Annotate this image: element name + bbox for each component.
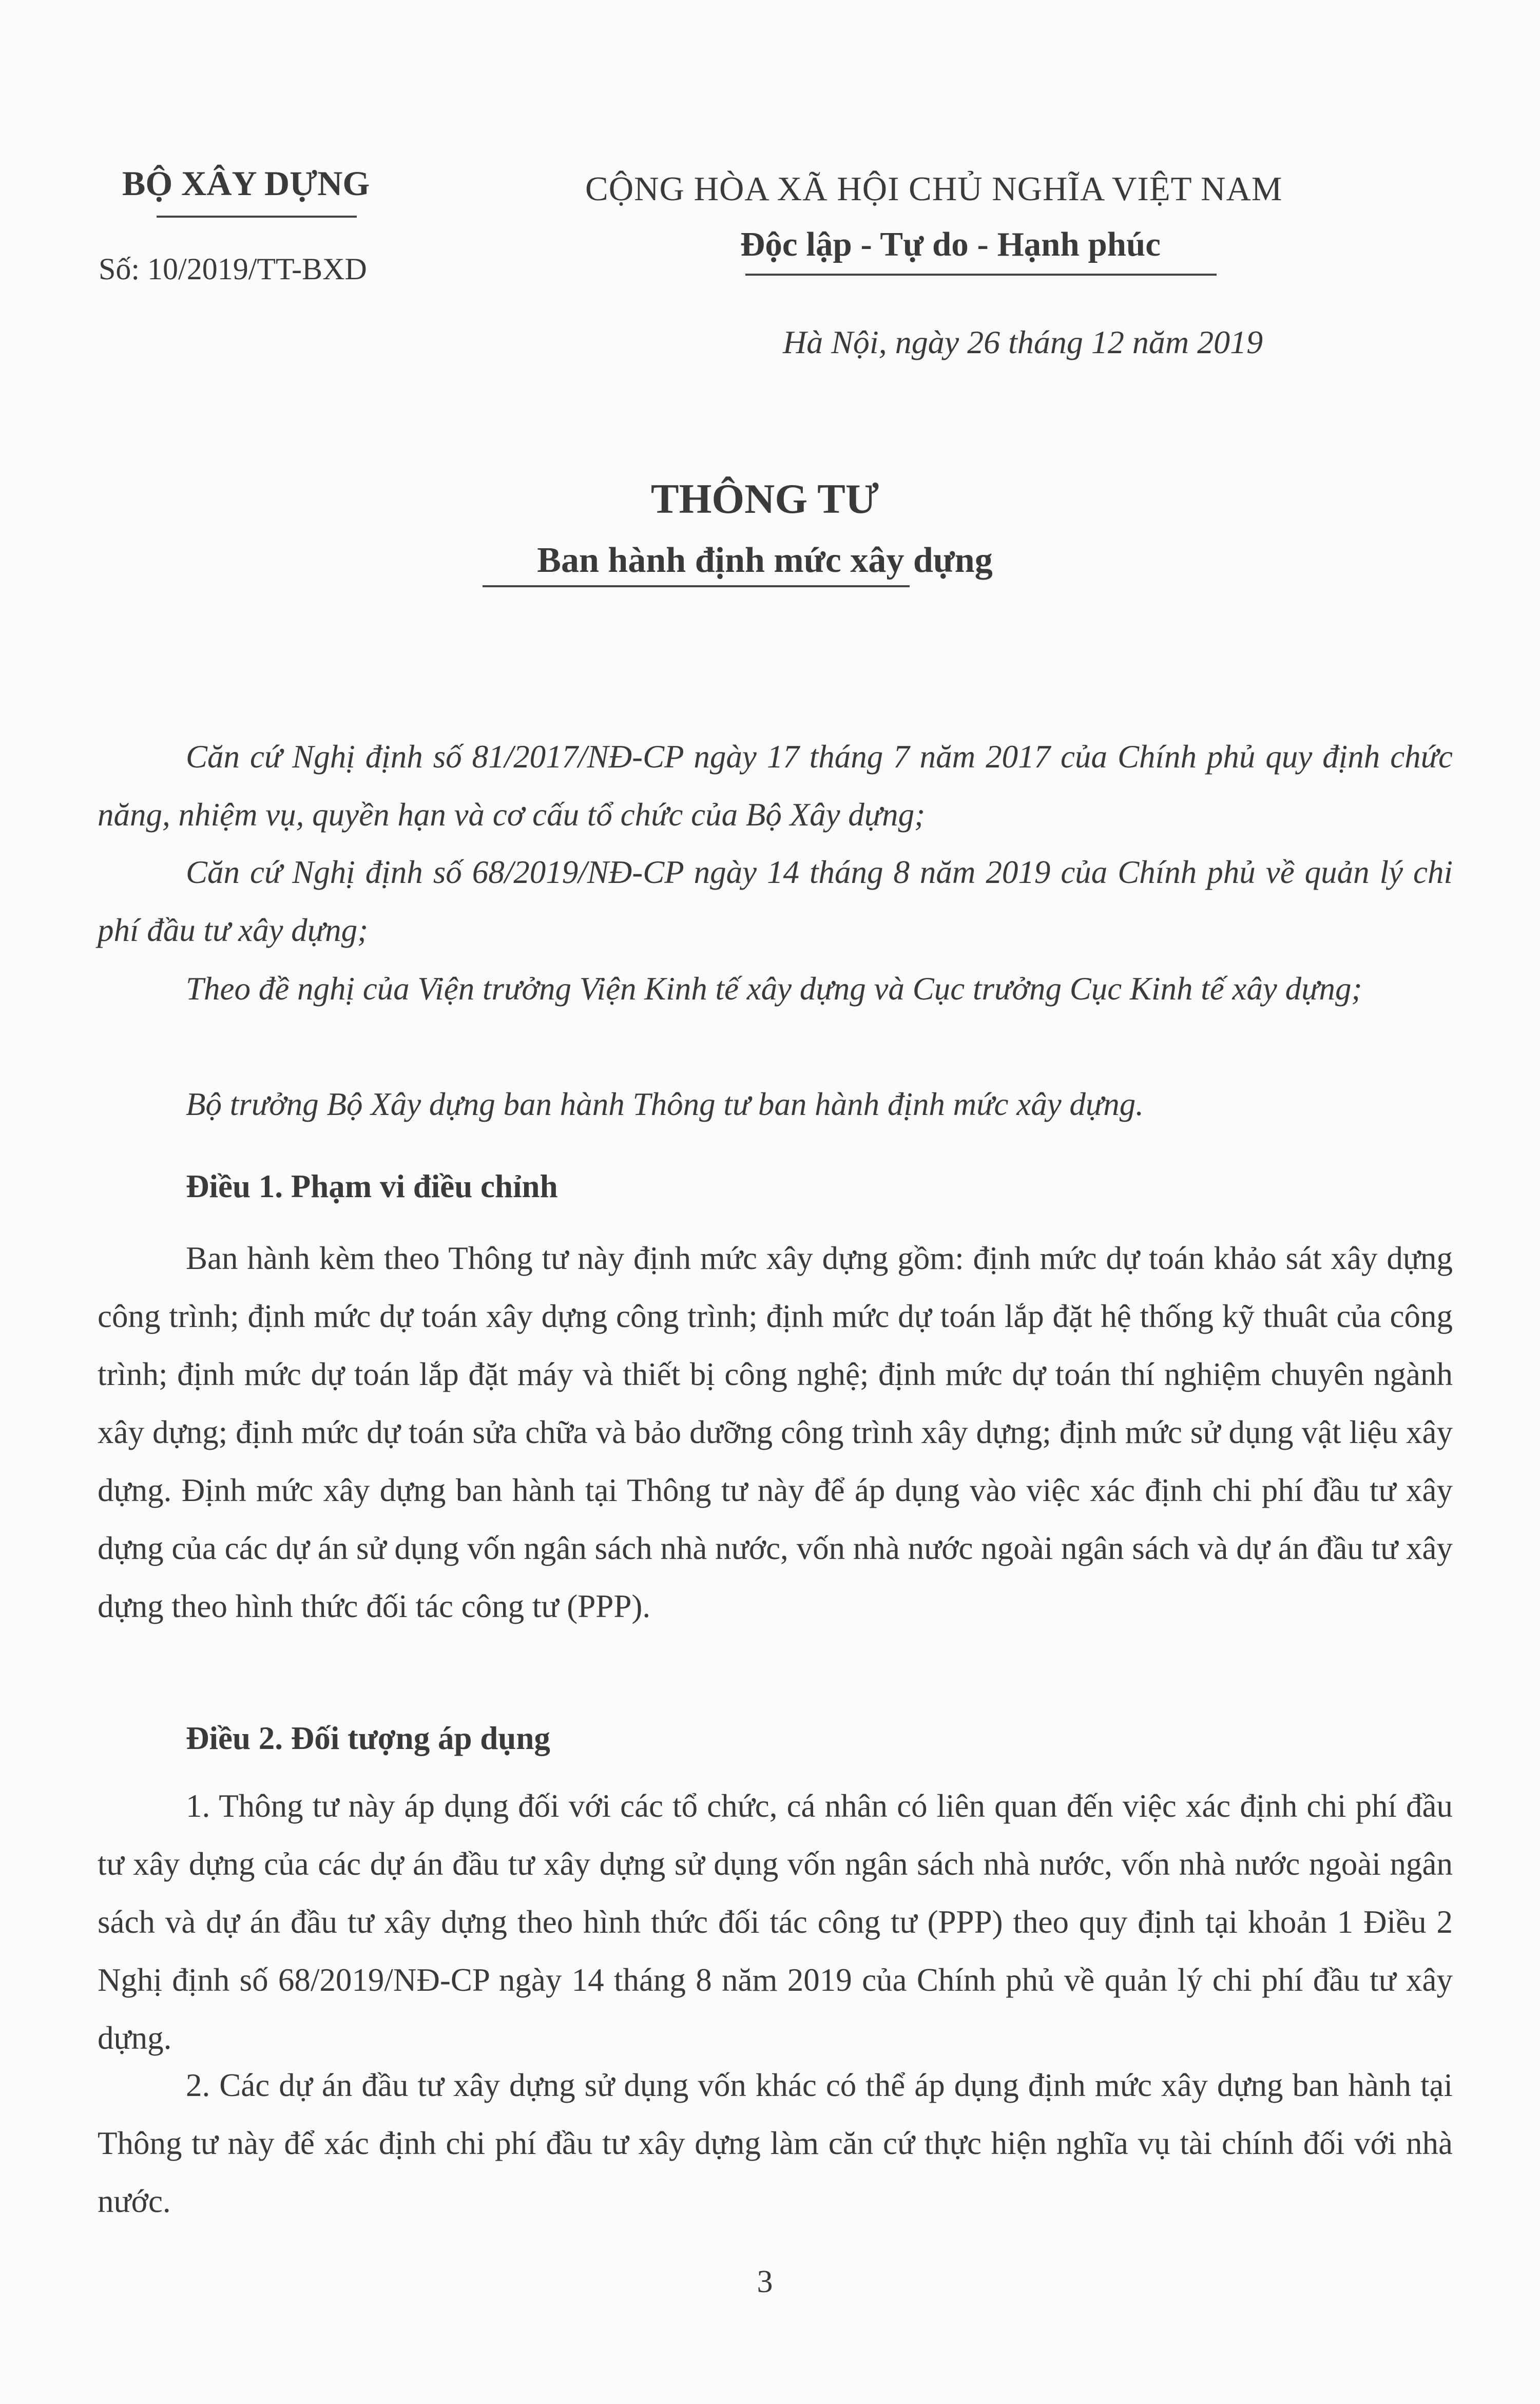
national-motto: Độc lập - Tự do - Hạnh phúc [740,225,1161,263]
preamble-paragraph [98,843,1453,959]
preamble-paragraph [98,728,1453,844]
article-paragraph: 1. Thông tư này áp dụng đối với các tổ chức, cá nhân có liên quan đến việc xác định chi phí đầu tư xây dựng của các dự án đầu tư xây dựng sử dụng vốn ngân sách nhà nước, vốn nhà nước ngoài ngân sách và dự án đầu tư xây dựng theo hình thức đối tác công tư (PPP) theo quy định tại khoản 1 Điều 2 Nghị định số 68/2019/NĐ-CP ngày 14 tháng 8 năm 2019 của Chính phủ về quản lý chi phí đầu tư xây dựng. [98,1788,1453,2056]
article-2 [98,1709,1453,1767]
article-heading: Điều 1. Phạm vi điều chỉnh [186,1168,558,1204]
subject-underline [483,585,910,587]
place-date: Hà Nội, ngày 26 tháng 12 năm 2019 [783,324,1263,360]
ministry-underline [157,216,357,218]
preamble-text: Theo đề nghị của Viện trưởng Viện Kinh tế xây dựng và Cục trưởng Cục Kinh tế xây dựng; [186,971,1362,1007]
article-1-body [98,1229,1453,1636]
document-type-title: THÔNG TƯ [650,475,879,522]
document-number: Số: 10/2019/TT-BXD [99,252,367,286]
preamble-text: Bộ trưởng Bộ Xây dựng ban hành Thông tư ban hành định mức xây dựng. [186,1086,1144,1122]
preamble-text: Căn cứ Nghị định số 81/2017/NĐ-CP ngày 17 tháng 7 năm 2017 của Chính phủ quy định chức năng, nhiệm vụ, quyền hạn và cơ cấu tổ chức của Bộ Xây dựng; [98,739,1453,833]
article-2-clause-2 [98,2056,1453,2230]
article-2-clause-1 [98,1777,1453,2067]
issuing-ministry: BỘ XÂY DỰNG [122,164,370,203]
preamble-text: Căn cứ Nghị định số 68/2019/NĐ-CP ngày 14 tháng 8 năm 2019 của Chính phủ về quản lý chi phí đầu tư xây dựng; [98,854,1453,948]
preamble-paragraph [98,1075,1453,1133]
page-number: 3 [757,2264,773,2299]
preamble-paragraph [98,960,1453,1018]
national-title: CỘNG HÒA XÃ HỘI CHỦ NGHĨA VIỆT NAM [585,170,1283,208]
motto-underline [745,274,1217,276]
article-1 [98,1158,1453,1216]
document-subject: Ban hành định mức xây dựng [537,541,993,580]
article-paragraph: 2. Các dự án đầu tư xây dựng sử dụng vốn khác có thể áp dụng định mức xây dựng ban hành tại Thông tư này để xác định chi phí đầu tư xây dựng làm căn cứ thực hiện nghĩa vụ tài chính đối với nhà nước. [98,2067,1453,2219]
article-heading: Điều 2. Đối tượng áp dụng [186,1720,550,1756]
article-paragraph: Ban hành kèm theo Thông tư này định mức xây dựng gồm: định mức dự toán khảo sát xây dựng công trình; định mức dự toán xây dựng công trình; định mức dự toán lắp đặt hệ thống kỹ thuât của công trình; định mức dự toán lắp đặt máy và thiết bị công nghệ; định mức dự toán thí nghiệm chuyên ngành xây dựng; định mức dự toán sửa chữa và bảo dưỡng công trình xây dựng; định mức sử dụng vật liệu xây dựng. Định mức xây dựng ban hành tại Thông tư này để áp dụng vào việc xác định chi phí đầu tư xây dựng của các dự án sử dụng vốn ngân sách nhà nước, vốn nhà nước ngoài ngân sách và dự án đầu tư xây dựng theo hình thức đối tác công tư (PPP). [98,1240,1453,1624]
